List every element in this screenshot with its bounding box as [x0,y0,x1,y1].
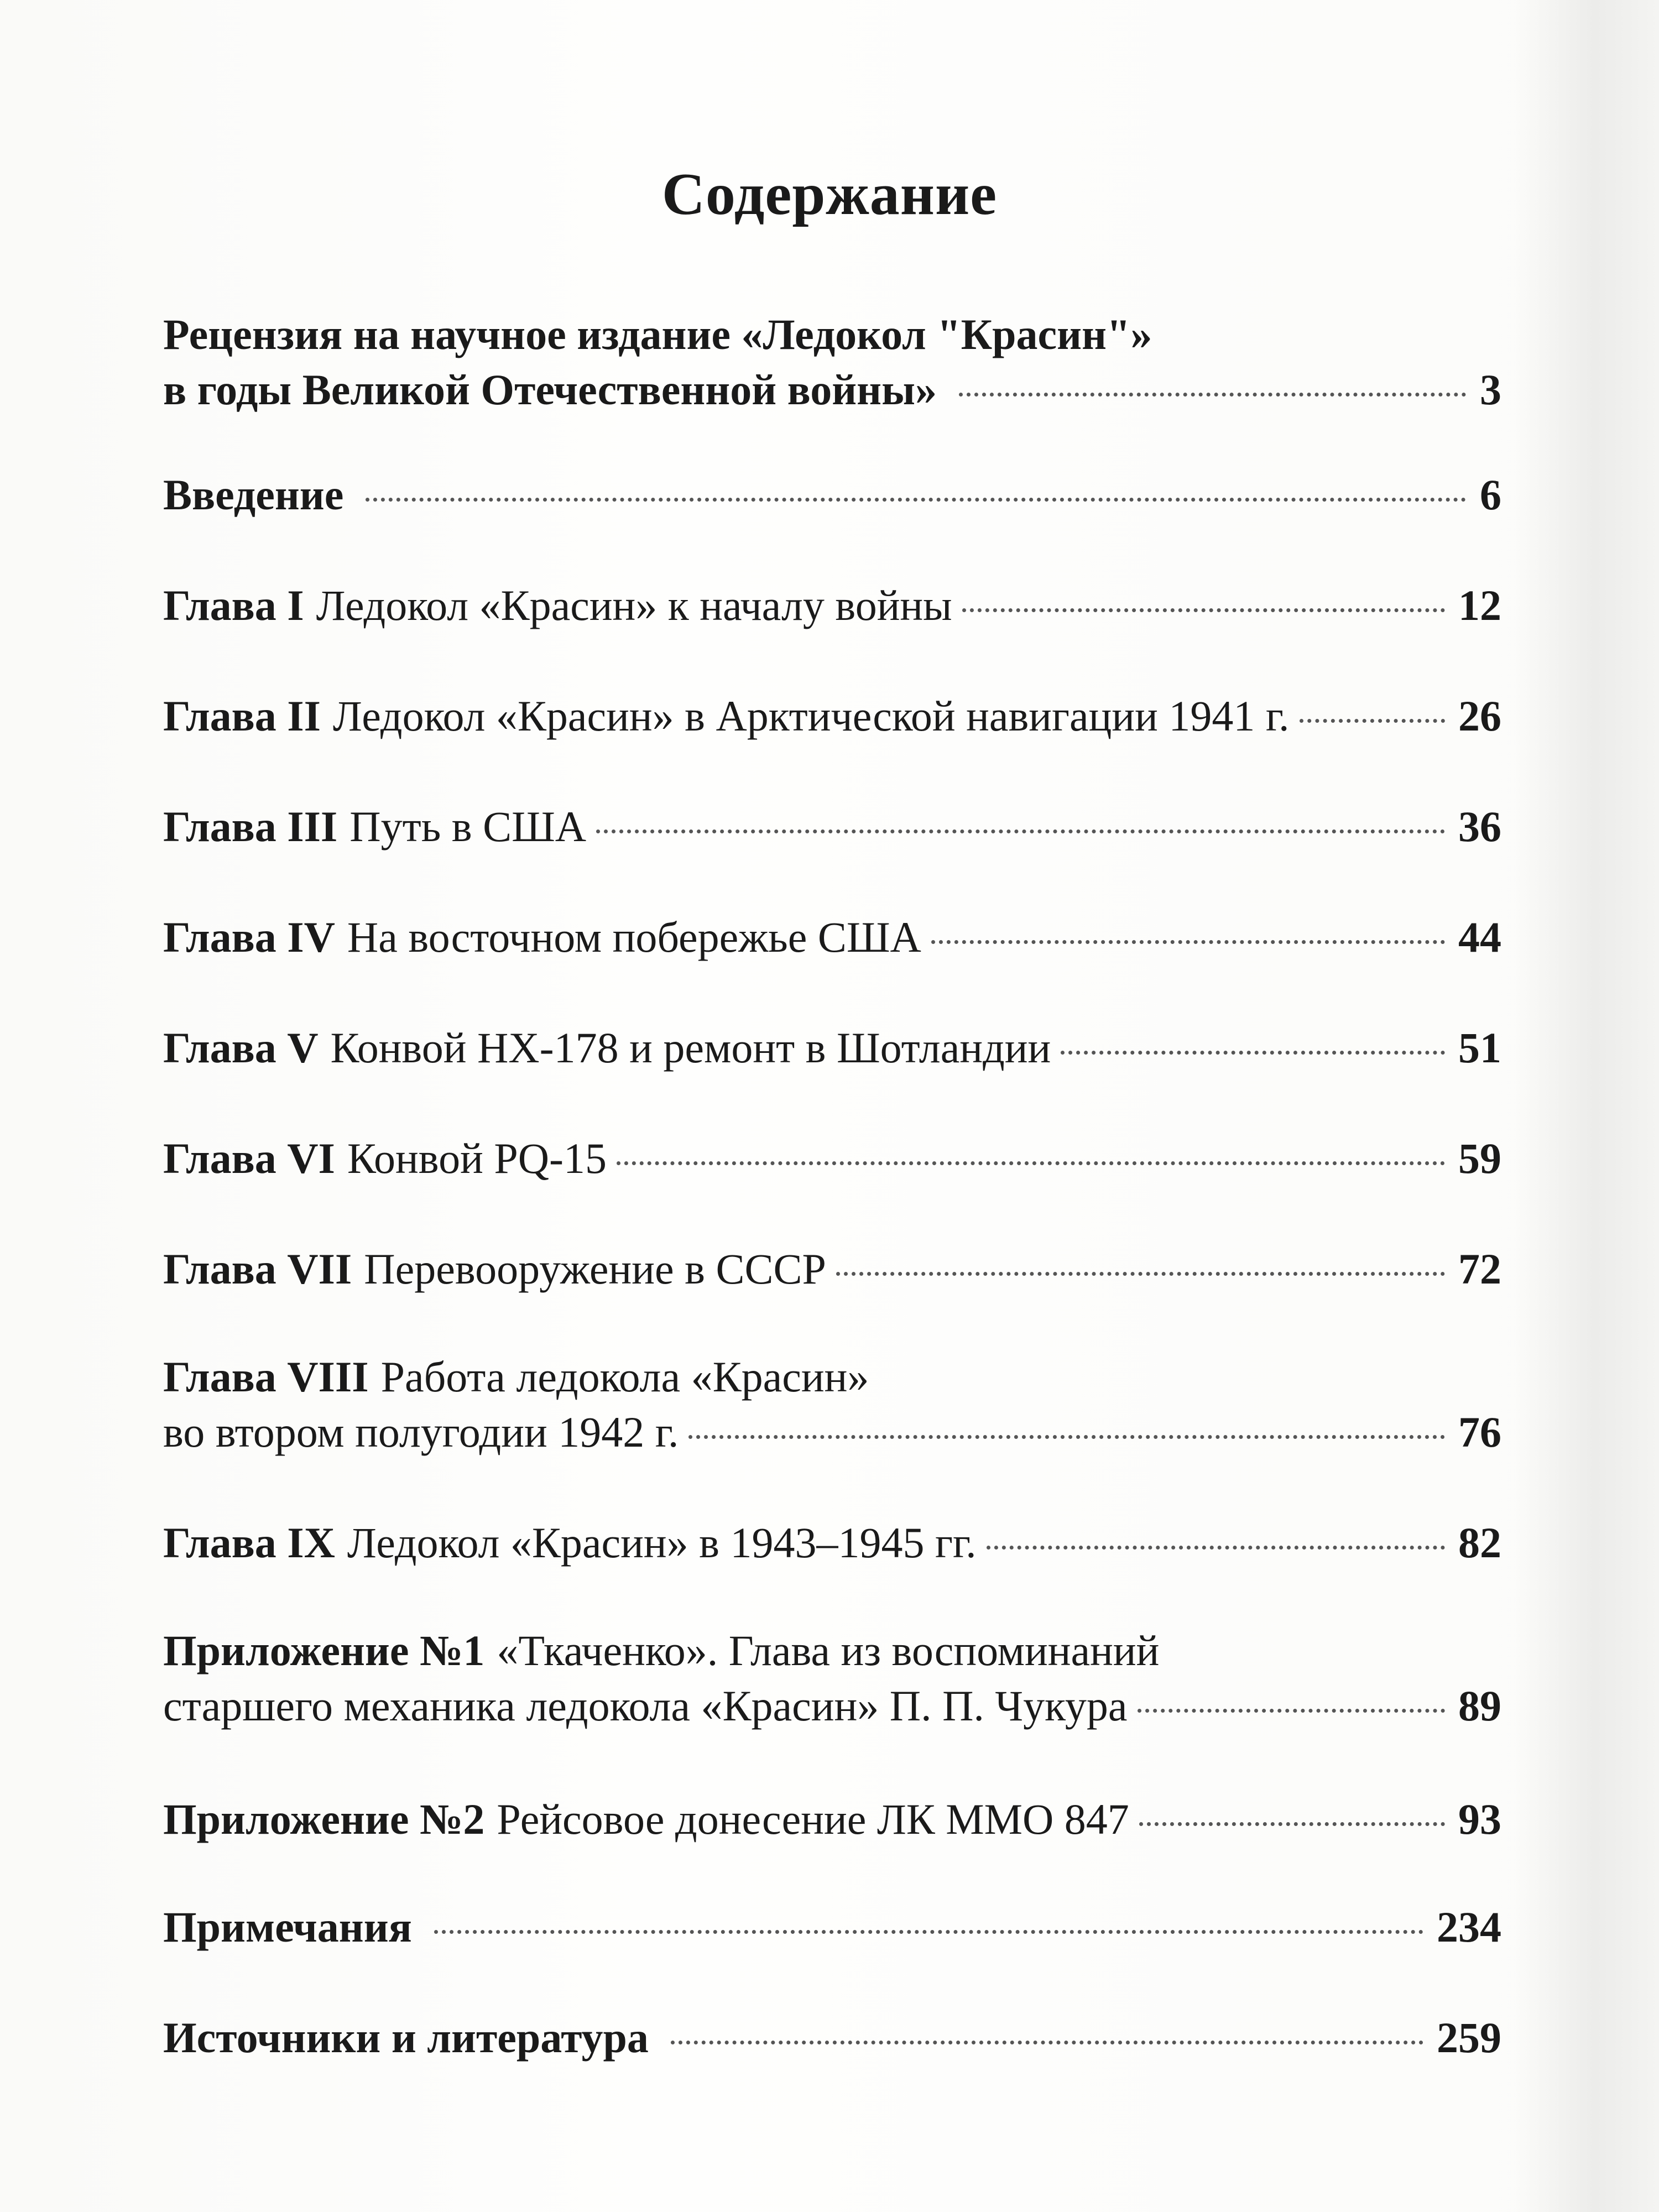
page-number: 44 [1458,913,1501,961]
page-number: 259 [1437,2013,1501,2062]
toc-entry-chapter-4 [163,910,1501,965]
toc-entry-chapter-6 [163,1131,1501,1186]
appendix-label: Приложение №2 [163,1795,485,1843]
dot-leader [671,2041,1423,2044]
chapter-label: Глава VIII [163,1353,369,1401]
dot-leader [962,608,1445,612]
dot-leader [366,498,1466,502]
dot-leader [596,830,1445,833]
dot-leader [931,940,1445,944]
chapter-title: Конвой PQ-15 [347,1134,607,1182]
chapter-title: Ледокол «Красин» в 1943–1945 гг. [347,1519,977,1567]
page-number: 82 [1458,1519,1501,1567]
appendix-title-continued: старшего механика ледокола «Красин» П. П. Чукура [163,1682,1128,1730]
page-number: 6 [1480,471,1501,519]
page-number: 26 [1458,692,1501,740]
chapter-label: Глава I [163,581,304,629]
chapter-title: На восточном побережье США [347,913,921,961]
table-of-contents [163,0,1501,2212]
toc-entry-appendix-1 [163,1623,1501,1734]
chapter-label: Глава VI [163,1134,335,1182]
page-number: 12 [1458,581,1501,629]
chapter-title: Перевооружение в СССР [364,1245,826,1293]
entry-title-continued: в годы Великой Отечественной войны» [163,366,937,414]
toc-entry-chapter-7 [163,1241,1501,1297]
chapter-label: Глава II [163,692,321,740]
entry-title: Примечания [163,1903,412,1951]
toc-entry-chapter-8 [163,1349,1501,1460]
page-number: 89 [1458,1682,1501,1730]
chapter-title: Ледокол «Красин» к началу войны [316,581,952,629]
page-number: 234 [1437,1903,1501,1951]
dot-leader [1139,1822,1445,1826]
toc-entry-chapter-9 [163,1515,1501,1571]
appendix-title: Рейсовое донесение ЛК ММО 847 [497,1795,1129,1843]
page-number: 72 [1458,1245,1501,1293]
page-number: 76 [1458,1408,1501,1456]
chapter-title: Ледокол «Красин» в Арктической навигации 1941 г. [332,692,1290,740]
dot-leader [987,1546,1445,1550]
dot-leader [1138,1709,1445,1713]
toc-entry-appendix-2 [163,1792,1501,1847]
entry-title: Введение [163,471,344,519]
toc-entry-sources [163,2010,1501,2065]
page-edge-shadow [1515,0,1659,2212]
chapter-title: Конвой HX-178 и ремонт в Шотландии [330,1024,1051,1072]
dot-leader [434,1930,1423,1934]
page-number: 51 [1458,1024,1501,1072]
entry-title: Источники и литература [163,2013,649,2062]
appendix-label: Приложение №1 [163,1626,485,1674]
chapter-title: Работа ледокола «Красин» [380,1353,869,1401]
chapter-label: Глава IV [163,913,335,961]
dot-leader [959,393,1466,397]
page-number: 36 [1458,802,1501,851]
toc-entry-introduction [163,467,1501,523]
entry-title: Рецензия на научное издание «Ледокол "Красин"» [163,310,1152,358]
chapter-label: Глава VII [163,1245,352,1293]
chapter-label: Глава V [163,1024,319,1072]
toc-entry-chapter-1 [163,578,1501,633]
dot-leader [617,1161,1445,1165]
dot-leader [1061,1051,1445,1055]
page-number: 93 [1458,1795,1501,1843]
appendix-title: «Ткаченко». Глава из воспоминаний [497,1626,1160,1674]
chapter-label: Глава IX [163,1519,335,1567]
dot-leader [1300,719,1445,723]
toc-title: Содержание [661,161,998,227]
page-number: 3 [1480,366,1501,414]
chapter-title: Путь в США [349,802,587,851]
toc-entry-chapter-3 [163,799,1501,854]
chapter-label: Глава III [163,802,338,851]
dot-leader [688,1435,1445,1439]
chapter-title-continued: во втором полугодии 1942 г. [163,1408,679,1456]
dot-leader [836,1272,1445,1276]
toc-entry-notes [163,1900,1501,1955]
toc-entry-chapter-2 [163,688,1501,744]
page-number: 59 [1458,1134,1501,1182]
toc-entry-review [163,307,1501,418]
toc-entry-chapter-5 [163,1020,1501,1076]
